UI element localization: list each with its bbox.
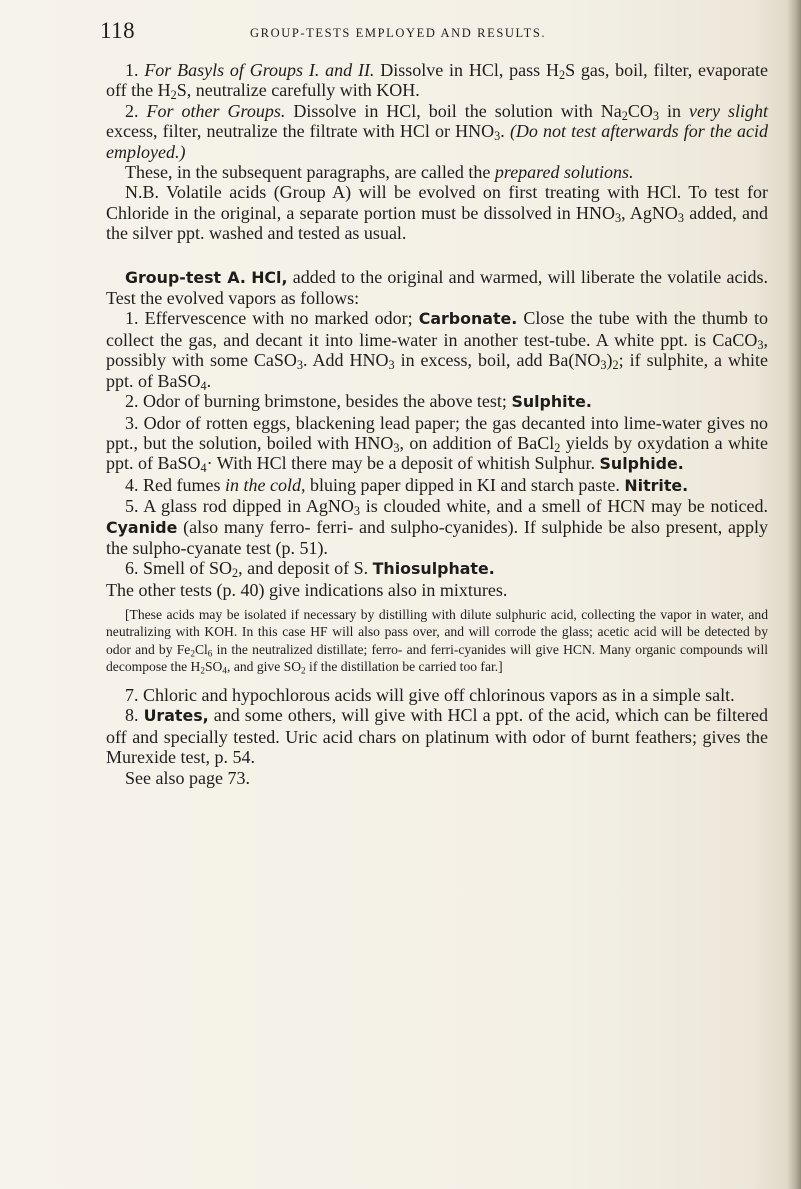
subscript: 3 (494, 129, 501, 144)
item-number: 2. (125, 100, 147, 121)
text-run: in excess, boil, add Ba(NO (394, 350, 601, 371)
text-run: . (206, 370, 212, 391)
italic-run: very slight (689, 100, 769, 121)
text-run: . Add HNO (303, 350, 389, 371)
text-run: . (500, 121, 510, 142)
text-run: 8. (125, 705, 144, 726)
text-run: · With HCl there may be a deposit of whitish Sulphur. (206, 453, 600, 474)
page-edge-shadow (787, 0, 801, 1189)
text-run: added, and the silver ppt. washed and tested as usual. (106, 202, 768, 244)
test-item-sulphide (106, 413, 768, 475)
text-run: These, in the subsequent paragraphs, are called the (125, 162, 495, 183)
text-run: , and give SO (227, 658, 302, 674)
result-label: Sulphite. (511, 392, 592, 412)
result-label: Urates, (143, 706, 209, 726)
see-also-reference: See also page 73. (125, 767, 250, 788)
subscript: 3 (615, 210, 622, 225)
subscript: 2 (554, 440, 561, 455)
text-run: , AgNO (621, 202, 678, 223)
text-run: , possibly with some CaSO (106, 329, 768, 371)
subscript: 3 (296, 358, 304, 373)
subscript: 3 (757, 337, 764, 352)
text-run: ) (606, 350, 613, 371)
text-run: is clouded white, and a smell of HCN may be noticed. (360, 496, 768, 517)
subscript: 2 (232, 566, 239, 581)
paragraph-heading: For other Groups. (146, 100, 286, 121)
text-run: in the neutralized distillate; ferro- and ferri-cyanides will give HCN. Many organic compounds will decompose the H (106, 641, 768, 674)
subscript: 3 (677, 210, 685, 225)
paragraph-nb-volatile (106, 182, 768, 243)
subscript: 4 (222, 665, 228, 676)
text-run: bluing paper dipped in KI and starch paste. (305, 474, 625, 495)
text-run: Dissolve in HCl, pass H (374, 60, 559, 80)
page-body (106, 60, 768, 788)
section-heading: Group-test A. (125, 267, 246, 287)
subscript: 4 (200, 461, 207, 476)
subscript: 2 (558, 68, 566, 83)
text-run: (also many ferro- ferri- and sulpho-cyanides). If sulphide be also present, apply the sulpho-cyanate test (p. 51). (106, 516, 768, 558)
item-number: 1. (125, 60, 145, 80)
text-run: excess, filter, neutralize the filtrate with HCl or HNO (106, 121, 495, 142)
text-run: Dissolve in HCl, boil the solution with Na (285, 100, 622, 121)
subscript: 2 (621, 108, 628, 123)
page-number: 118 (100, 18, 136, 43)
result-label: Sulphide. (599, 454, 684, 474)
subscript: 6 (207, 647, 213, 658)
test-item-nitrite (106, 475, 768, 496)
subscript: 2 (612, 358, 619, 373)
text-run: Close the tube with the thumb to collect the gas, and decant it into lime-water in another test-tube. A white ppt. is CaCO (106, 308, 768, 350)
test-item-thiosulphate (106, 558, 768, 579)
text-run: , on addition of BaCl (399, 432, 555, 453)
reagent-label: HCl, (251, 267, 288, 287)
subscript: 2 (190, 647, 195, 658)
paragraph-group-test-a (106, 267, 768, 309)
text-run: 3. Odor of rotten eggs, blackening lead paper; the gas decanted into lime-water gives no ppt., but the solution, boiled with HNO (106, 412, 768, 453)
italic-run: (Do not test afterwards for the acid employed.) (106, 121, 769, 162)
italic-run: prepared solutions. (494, 162, 634, 183)
paragraph-other-groups (106, 101, 768, 162)
text-run: N.B. Volatile acids (Group A) will be evolved on first treating with HCl. To test for Chloride in the original, a separate portion must be dissolved in HNO (106, 182, 768, 223)
test-item-urates (106, 705, 768, 767)
text-run: 5. A glass rod dipped in AgNO (125, 496, 354, 517)
result-label: Nitrite. (624, 475, 689, 495)
result-label: Thiosulphate. (372, 559, 495, 579)
text-run: in (659, 100, 690, 121)
subscript: 4 (200, 378, 207, 393)
result-label: Cyanide (106, 517, 178, 537)
text-run: 4. Red fumes (125, 474, 225, 495)
text-run: Cl (194, 641, 208, 657)
page-header (100, 18, 770, 48)
paragraph-prepared-solutions (106, 162, 768, 182)
subscript: 3 (652, 108, 660, 123)
text-run: S gas, boil, filter, evaporate off the H (106, 60, 768, 101)
paragraph-basyls (106, 60, 768, 101)
text-run: added to the original and warmed, will liberate the volatile acids. Test the evolved vapors as follows: (106, 266, 768, 309)
paragraph-heading: For Basyls of Groups I. and II. (144, 60, 375, 80)
test-item-cyanide (106, 496, 768, 558)
paragraph-other-tests: The other tests (p. 40) give indications also in mixtures. (106, 579, 508, 600)
test-item-chloric: 7. Chloric and hypochlorous acids will give off chlorinous vapors as in a simple salt. (125, 684, 735, 705)
text-run: , and deposit of S. (238, 558, 373, 579)
text-run: SO (205, 658, 223, 674)
text-run: [These acids may be isolated if necessary by distilling with dilute sulphuric acid, collecting the vapor in water, and neutralizing with KOH. In this case HF will also pass over, and will corrode the glass; acetic acid will be detected by odor and by Fe (106, 607, 768, 657)
subscript: 3 (600, 358, 607, 373)
text-run: S, neutralize carefully with KOH. (176, 80, 420, 101)
text-run: 1. Effervescence with no marked odor; (125, 308, 419, 329)
subscript: 3 (393, 440, 400, 455)
text-run: 2. Odor of burning brimstone, besides the above test; (125, 391, 512, 412)
running-title: GROUP-TESTS EMPLOYED AND RESULTS. (250, 26, 547, 40)
bracketed-note (106, 606, 768, 675)
result-label: Carbonate. (418, 309, 518, 329)
text-run: yields by oxydation a white ppt. of BaSO (106, 432, 768, 474)
text-run: if the distillation be carried too far.] (305, 658, 503, 674)
text-run: and some others, will give with HCl a ppt. of the acid, which can be filtered off and specially tested. Uric acid chars on platinum with odor of burnt feathers; gives the Murexide test, p. 54. (106, 705, 768, 768)
text-run: ; if sulphite, a white ppt. of BaSO (106, 350, 768, 391)
subscript: 3 (388, 358, 395, 373)
text-run: 6. Smell of SO (125, 558, 233, 579)
subscript: 2 (200, 665, 205, 676)
subscript: 3 (353, 504, 361, 519)
text-run: CO (627, 100, 653, 121)
test-item-carbonate (106, 308, 768, 391)
italic-run: in the cold, (224, 474, 306, 495)
subscript: 2 (170, 88, 177, 103)
subscript: 2 (301, 665, 306, 676)
test-item-sulphite (106, 391, 768, 412)
